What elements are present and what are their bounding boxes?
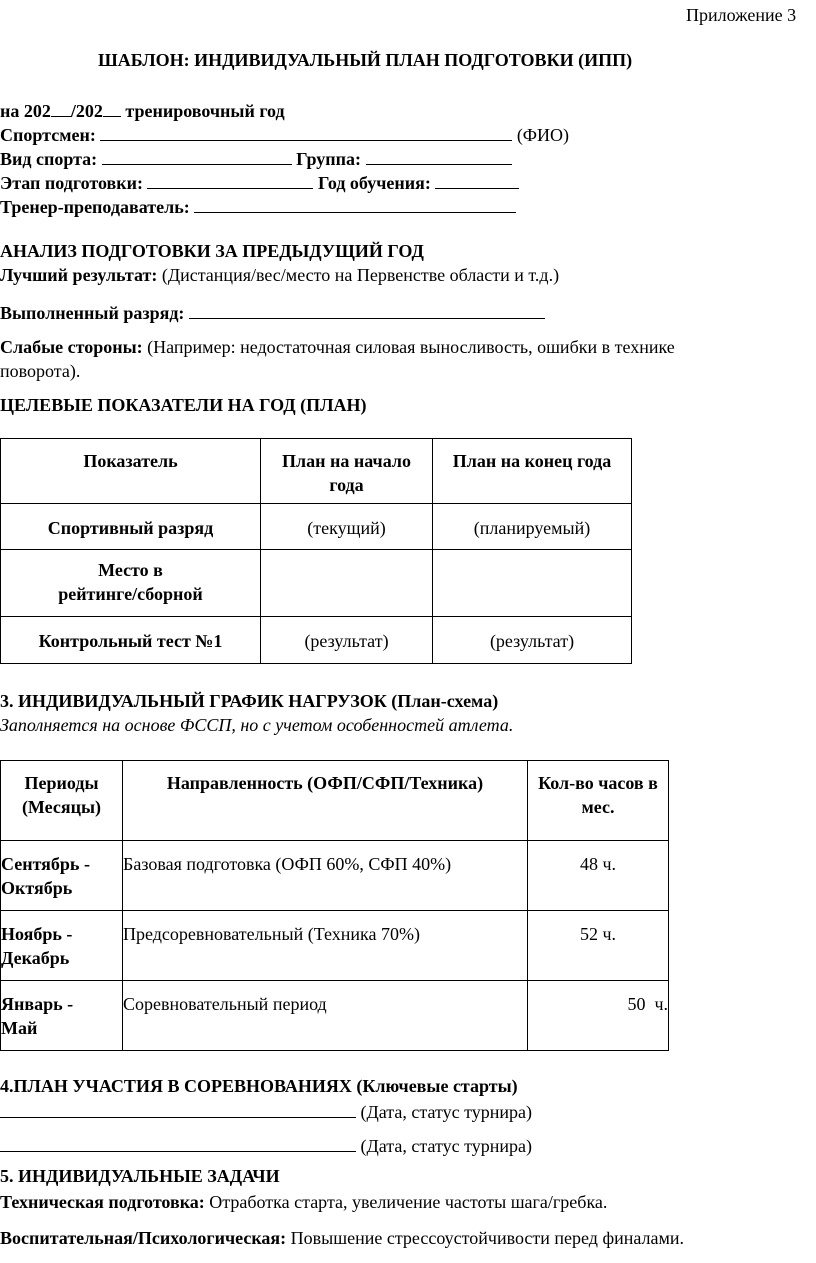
competition-field[interactable]: [0, 1133, 356, 1152]
plan-start-cell[interactable]: (результат): [261, 616, 433, 663]
rank-field[interactable]: [189, 300, 545, 319]
competition-field[interactable]: [0, 1099, 356, 1118]
stage-field[interactable]: [147, 170, 313, 189]
plan-start-cell[interactable]: (текущий): [261, 504, 433, 550]
direction-cell[interactable]: Предсоревновательный (Техника 70%): [123, 911, 528, 981]
tech-task-line: Техническая подготовка: Отработка старта, увеличение частоты шага/гребка.: [0, 1192, 608, 1212]
targets-heading: ЦЕЛЕВЫЕ ПОКАЗАТЕЛИ НА ГОД (ПЛАН): [0, 395, 367, 415]
direction-cell[interactable]: Соревновательный период: [123, 981, 528, 1051]
plan-end-cell[interactable]: (планируемый): [433, 504, 632, 550]
targets-table: [0, 438, 632, 664]
weaknesses-line-2: поворота).: [0, 361, 81, 381]
table-row: [1, 616, 632, 663]
tasks-heading: 5. ИНДИВИДУАЛЬНЫЕ ЗАДАЧИ: [0, 1166, 280, 1186]
table-header-row: [1, 439, 632, 504]
header-cell: План на конец года: [433, 439, 632, 504]
competition-line: (Дата, статус турнира): [0, 1099, 532, 1123]
table-row: [1, 911, 669, 981]
stage-year-line: Этап подготовки: Год обучения:: [0, 170, 519, 194]
hours-cell[interactable]: 52 ч.: [528, 911, 669, 981]
rank-line: Выполненный разряд:: [0, 300, 545, 324]
athlete-line: Спортсмен: (ФИО): [0, 122, 569, 146]
table-row: [1, 841, 669, 911]
analysis-heading: АНАЛИЗ ПОДГОТОВКИ ЗА ПРЕДЫДУЩИЙ ГОД: [0, 241, 424, 261]
best-result-line: Лучший результат: (Дистанция/вес/место на Первенстве области и т.д.): [0, 265, 560, 285]
header-cell: План на начало года: [261, 439, 433, 504]
sport-field[interactable]: [102, 146, 292, 165]
training-year-line: на 202 /202 тренировочный год: [0, 98, 285, 122]
header-cell: Направленность (ОФП/СФП/Техника): [123, 761, 528, 841]
plan-end-cell[interactable]: [433, 550, 632, 616]
table-row: [1, 981, 669, 1051]
plan-start-cell[interactable]: [261, 550, 433, 616]
load-heading: 3. ИНДИВИДУАЛЬНЫЙ ГРАФИК НАГРУЗОК (План-схема): [0, 691, 499, 711]
indicator-cell: Спортивный разряд: [1, 504, 261, 550]
appendix-label: Приложение 3: [686, 5, 797, 25]
period-cell: Январь - Май: [1, 981, 123, 1051]
sport-group-line: Вид спорта: Группа:: [0, 146, 512, 170]
period-cell: Ноябрь - Декабрь: [1, 911, 123, 981]
table-header-row: [1, 761, 669, 841]
header-cell: Кол-во часов в мес.: [528, 761, 669, 841]
document-title: ШАБЛОН: ИНДИВИДУАЛЬНЫЙ ПЛАН ПОДГОТОВКИ (ИПП): [98, 50, 633, 70]
period-cell: Сентябрь - Октябрь: [1, 841, 123, 911]
coach-field[interactable]: [194, 194, 516, 213]
study-year-field[interactable]: [435, 170, 519, 189]
load-note: Заполняется на основе ФССП, но с учетом особенностей атлета.: [0, 715, 514, 735]
hours-cell[interactable]: 50 ч.: [528, 981, 669, 1051]
header-cell: Периоды (Месяцы): [1, 761, 123, 841]
group-field[interactable]: [366, 146, 512, 165]
load-table: [0, 760, 669, 1051]
edu-task-line: Воспитательная/Психологическая: Повышение стрессоустойчивости перед финалами.: [0, 1228, 685, 1248]
athlete-name-field[interactable]: [100, 122, 512, 141]
table-row: [1, 550, 632, 616]
competition-line: (Дата, статус турнира): [0, 1133, 532, 1157]
weaknesses-line: Слабые стороны: (Например: недостаточная силовая выносливость, ошибки в технике: [0, 337, 675, 357]
table-row: [1, 504, 632, 550]
hours-cell[interactable]: 48 ч.: [528, 841, 669, 911]
indicator-cell: Контрольный тест №1: [1, 616, 261, 663]
direction-cell[interactable]: Базовая подготовка (ОФП 60%, СФП 40%): [123, 841, 528, 911]
coach-line: Тренер-преподаватель:: [0, 194, 516, 218]
indicator-cell: Место в рейтинге/сборной: [1, 550, 261, 616]
competitions-heading: 4.ПЛАН УЧАСТИЯ В СОРЕВНОВАНИЯХ (Ключевые старты): [0, 1076, 518, 1096]
header-cell: Показатель: [1, 439, 261, 504]
plan-end-cell[interactable]: (результат): [433, 616, 632, 663]
